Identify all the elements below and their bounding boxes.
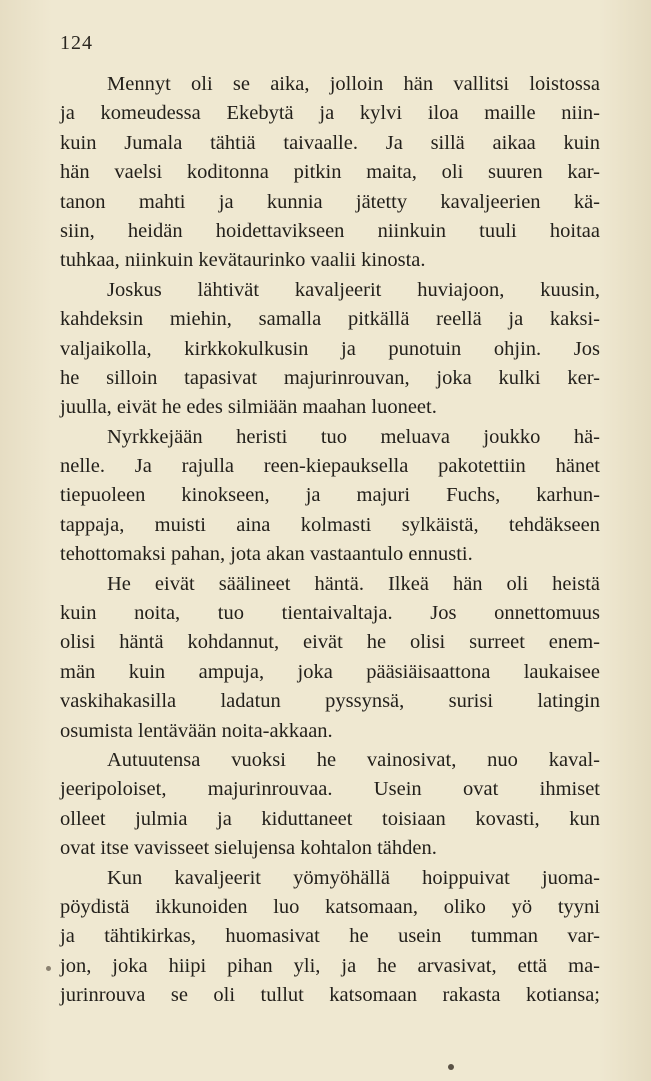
paragraph xyxy=(60,276,600,423)
text-line: tehottomaksi pahan, jota akan vastaantulo ennusti. xyxy=(60,543,473,566)
text-line: tanon mahti ja kunnia jätetty kavaljeerien kä- xyxy=(60,190,600,213)
text-line: kuin Jumala tähtiä taivaalle. Ja sillä aikaa kuin xyxy=(60,131,600,154)
paragraph xyxy=(60,70,600,276)
text-line: olleet julmia ja kiduttaneet toisiaan kovasti, kun xyxy=(60,807,600,830)
text-line: pöydistä ikkunoiden luo katsomaan, oliko yö tyyni xyxy=(60,895,600,918)
text-line: hän vaelsi koditonna pitkin maita, oli suuren kar- xyxy=(60,161,600,184)
text-line: ja komeudessa Ekebytä ja kylvi iloa maille niin- xyxy=(60,102,600,125)
text-line: osumista lentävään noita-akkaan. xyxy=(60,719,333,742)
printer-mark xyxy=(448,1064,454,1070)
paragraph xyxy=(60,423,600,570)
text-line: jon, joka hiipi pihan yli, ja he arvasivat, että ma- xyxy=(60,954,600,977)
text-line: Kun kavaljeerit yömyöhällä hoippuivat juoma- xyxy=(107,866,600,889)
text-line: tuhkaa, niinkuin kevätaurinko vaalii kinosta. xyxy=(60,249,426,272)
text-line: Nyrkkejään heristi tuo meluava joukko hä- xyxy=(107,425,600,448)
text-line: Joskus lähtivät kavaljeerit huviajoon, kuusin, xyxy=(107,278,600,301)
margin-speck xyxy=(46,966,51,971)
text-line: tappaja, muisti aina kolmasti sylkäistä, tehdäkseen xyxy=(60,513,600,536)
text-line: valjaikolla, kirkkokulkusin ja punotuin ohjin. Jos xyxy=(60,337,600,360)
text-line: jurinrouva se oli tullut katsomaan rakasta kotiansa; xyxy=(60,984,600,1007)
text-line: he silloin tapasivat majurinrouvan, joka kulki ker- xyxy=(60,366,600,389)
text-line: siin, heidän hoidettavikseen niinkuin tuuli hoitaa xyxy=(60,219,600,242)
paragraph xyxy=(60,570,600,746)
text-line: Mennyt oli se aika, jolloin hän vallitsi loistossa xyxy=(107,73,600,95)
text-line: olisi häntä kohdannut, eivät he olisi surreet enem- xyxy=(60,631,600,654)
paragraph xyxy=(60,864,600,1011)
text-line: juulla, eivät he edes silmiään maahan luoneet. xyxy=(60,396,437,419)
text-line: ovat itse vavisseet sielujensa kohtalon tähden. xyxy=(60,837,437,860)
text-line: kahdeksin miehin, samalla pitkällä reellä ja kaksi- xyxy=(60,308,600,331)
text-line: Autuutensa vuoksi he vainosivat, nuo kaval- xyxy=(107,748,600,771)
text-line: He eivät säälineet häntä. Ilkeä hän oli heistä xyxy=(107,572,600,595)
text-line: nelle. Ja rajulla reen-kiepauksella pakotettiin hänet xyxy=(60,455,600,478)
text-line: ja tähtikirkas, huomasivat he usein tumman var- xyxy=(60,925,600,948)
page-number: 124 xyxy=(60,32,93,54)
text-line: jeeripoloiset, majurinrouvaa. Usein ovat ihmiset xyxy=(60,778,600,801)
text-line: vaskihakasilla ladatun pyssynsä, surisi latingin xyxy=(60,690,600,713)
text-line: tiepuoleen kinokseen, ja majuri Fuchs, karhun- xyxy=(60,484,600,507)
body-text xyxy=(60,70,600,1011)
text-line: män kuin ampuja, joka pääsiäisaattona laukaisee xyxy=(60,660,600,683)
paragraph xyxy=(60,746,600,864)
text-line: kuin noita, tuo tientaivaltaja. Jos onnettomuus xyxy=(60,602,600,625)
